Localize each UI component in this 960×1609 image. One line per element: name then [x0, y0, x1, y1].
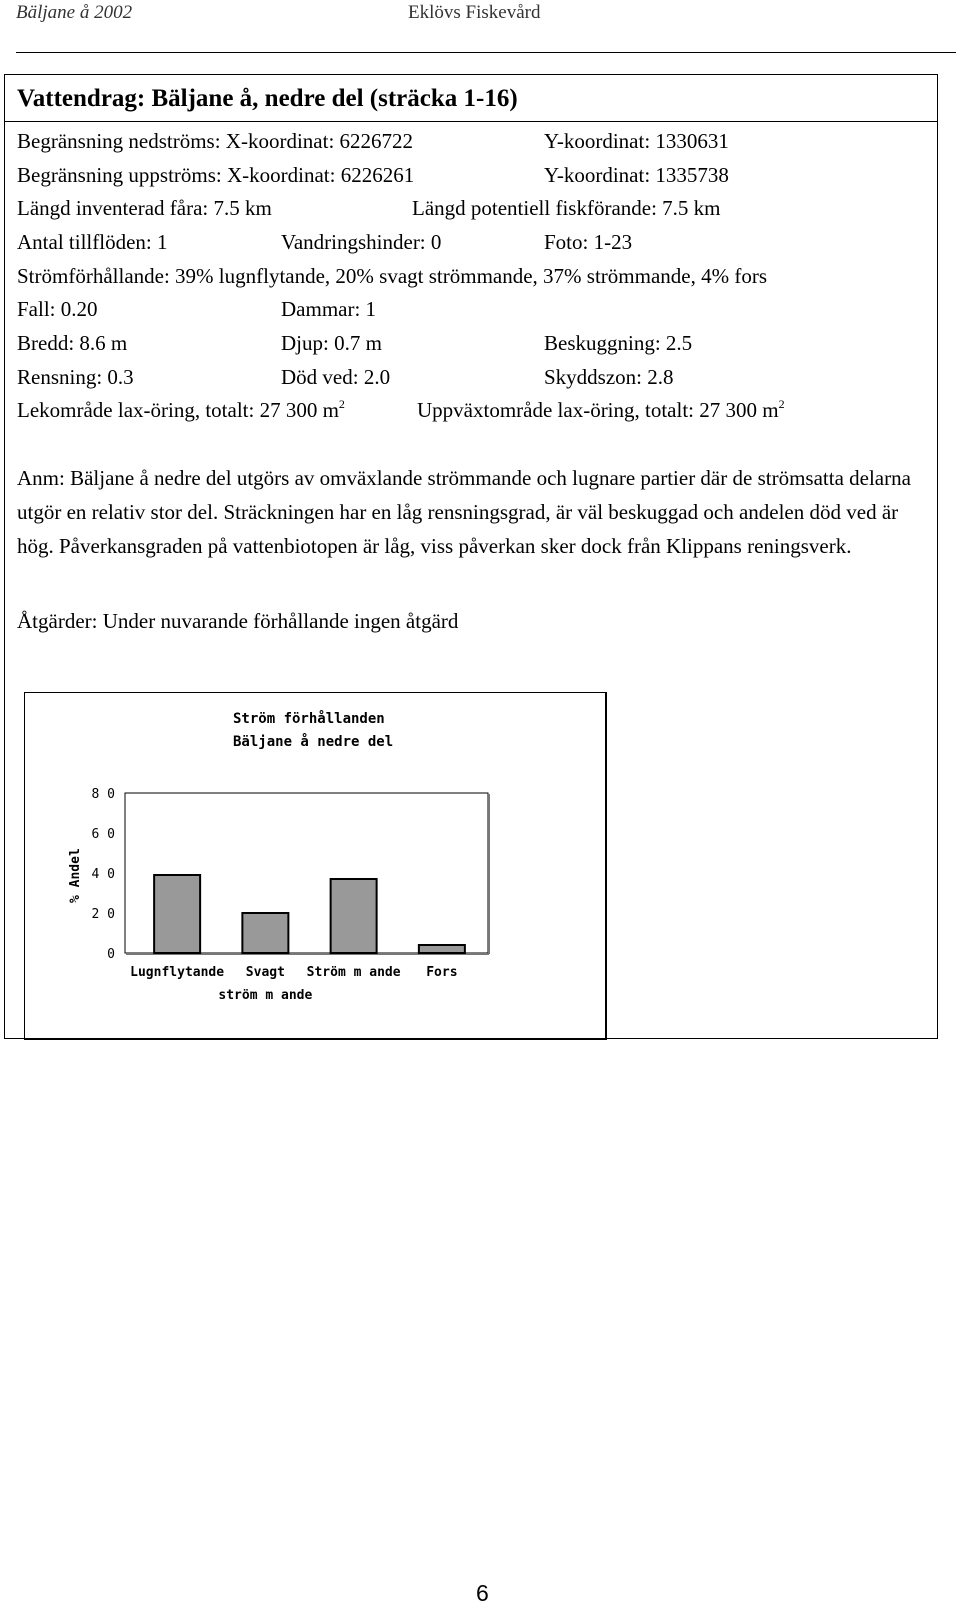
- spawning-area: [17, 398, 345, 423]
- flow-conditions: Strömförhållande: 39% lugnflytande, 20% svagt strömmande, 37% strömmande, 4% fors: [17, 264, 768, 288]
- waterway-info-box: [4, 74, 938, 1039]
- x-category-label: ström m ande: [218, 988, 313, 1003]
- upstream-y: Y-koordinat: 1335738: [544, 163, 729, 187]
- length-inventoried: Längd inventerad fåra: 7.5 km: [17, 196, 272, 220]
- x-category-label: Lugnflytande: [130, 965, 225, 980]
- y-tick-label: 6 0: [91, 827, 115, 842]
- y-tick-label: 2 0: [91, 907, 115, 922]
- y-tick-label: 8 0: [91, 787, 115, 802]
- y-axis-label: % Andel: [68, 848, 83, 903]
- chart-title: Ström förhållanden: [233, 711, 385, 727]
- x-category-label: Fors: [426, 965, 458, 980]
- nursery-area-text: Uppväxtområde lax-öring, totalt: 27 300 m: [417, 398, 779, 422]
- photo-range: Foto: 1-23: [544, 230, 633, 254]
- bar: [331, 879, 377, 953]
- upstream-x: Begränsning uppströms: X-koordinat: 6226261: [17, 163, 415, 187]
- y-tick-label: 4 0: [91, 867, 115, 882]
- flow-bar-chart: [25, 693, 605, 1038]
- header-left: Bäljane å 2002: [16, 2, 133, 23]
- fall: Fall: 0.20: [17, 297, 98, 321]
- migration-barriers: Vandringshinder: 0: [281, 230, 442, 254]
- width: Bredd: 8.6 m: [17, 331, 128, 355]
- dams: Dammar: 1: [281, 297, 377, 321]
- bar: [419, 945, 465, 953]
- flow-chart-frame: [24, 692, 607, 1040]
- header-right: Eklövs Fiskevård: [408, 2, 541, 23]
- x-category-label: Svagt: [245, 965, 285, 980]
- page-number: 6: [476, 1580, 489, 1606]
- remarks-paragraph: Anm: Bäljane å nedre del utgörs av omväxlande strömmande och lugnare partier där de strömsatta delarna utgör en relativ stor del. Sträckningen har en låg rensningsgrad, är väl beskuggad och andelen död ved är hög. Påverkansgraden på vattenbiotopen är låg, viss påverkan sker dock från Klippans reningsverk.: [17, 466, 911, 558]
- depth: Djup: 0.7 m: [281, 331, 382, 355]
- clearing: Rensning: 0.3: [17, 365, 134, 389]
- measures: Åtgärder: Under nuvarande förhållande ingen åtgärd: [17, 609, 459, 633]
- downstream-x: Begränsning nedströms: X-koordinat: 6226722: [17, 129, 414, 153]
- length-potential: Längd potentiell fiskförande: 7.5 km: [412, 196, 721, 220]
- nursery-area-unit-exponent: 2: [778, 397, 785, 411]
- spawning-area-unit-exponent: 2: [338, 397, 345, 411]
- y-tick-label: 0: [107, 947, 115, 962]
- title-rule: [5, 121, 937, 122]
- shading: Beskuggning: 2.5: [544, 331, 693, 355]
- section-title: Vattendrag: Bäljane å, nedre del (sträcka 1-16): [17, 85, 518, 112]
- bar: [154, 875, 200, 953]
- bar: [242, 913, 288, 953]
- header-rule: [16, 52, 956, 53]
- downstream-y: Y-koordinat: 1330631: [544, 129, 729, 153]
- chart-subtitle: Bäljane å nedre del: [233, 734, 394, 750]
- x-category-label: Ström m ande: [306, 965, 401, 980]
- spawning-area-text: Lekområde lax-öring, totalt: 27 300 m: [17, 398, 339, 422]
- tributaries: Antal tillflöden: 1: [17, 230, 168, 254]
- dead-wood: Död ved: 2.0: [281, 365, 391, 389]
- nursery-area: [417, 398, 785, 423]
- buffer-zone: Skyddszon: 2.8: [544, 365, 674, 389]
